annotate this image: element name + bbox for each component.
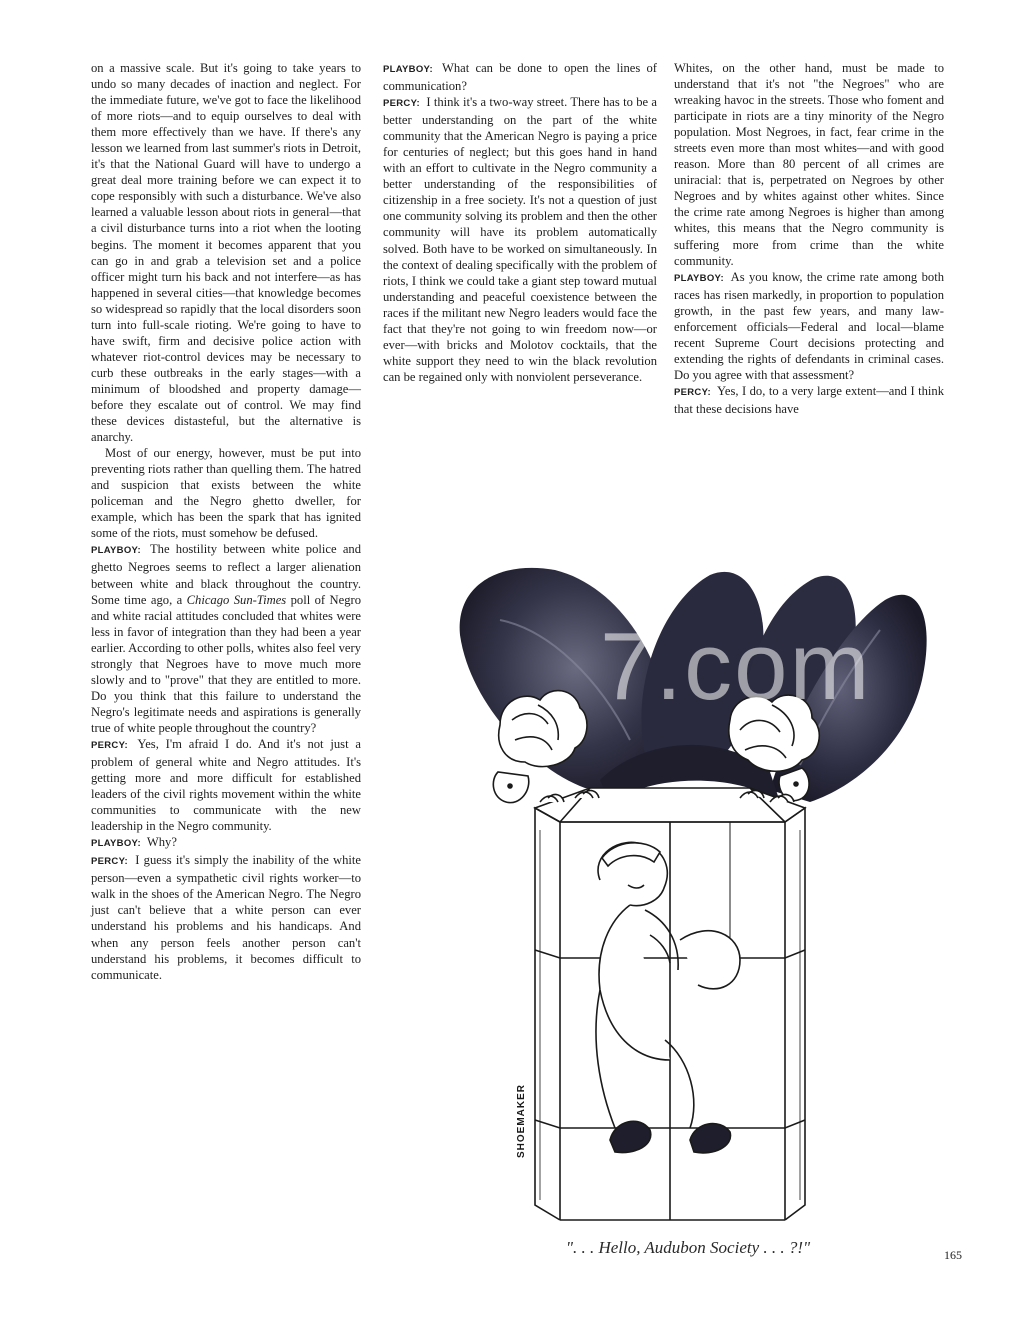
interview-answer xyxy=(91,736,361,834)
publication-name: Chicago Sun-Times xyxy=(186,592,287,607)
interview-question xyxy=(383,60,657,94)
question-text: The hostility between white police and ghetto Negroes seems to reflect a larger alienation between white and black throughout the country. Some time ago, a xyxy=(91,542,361,607)
page-number: 165 xyxy=(944,1248,962,1262)
question-text: What can be done to open the lines of communication? xyxy=(383,61,657,94)
watermark-text: 7.com xyxy=(600,613,872,720)
paragraph: on a massive scale. But it's going to take years to undo so many decades of inaction and neglect. For the immediate future, we've got to face the likelihood of more riots—and to equip ourselves to deal with them more effectively than we have. If there's any lesson we learned from last summer's riots in Detroit, it's that the National Guard will have to undergo a great deal more training before we can expect it to cope responsibly with such a disturbance. We've also learned a valuable lesson about riots in general—that a civil disturbance turns into a riot when the looting begins. The moment it becomes apparent that you can go in and grab a television set and a police officer might turn his back and not interfere—as has happened in several cities—that knowledge becomes so widespread so rapidly that the local disorders soon turn into full-scale rioting. We're going to have to have swift, firm and decisive police action with whatever riot-control devices may be necessary to curb these outbreaks in the early stages—with a minimum of bloodshed and property damage—before they escalate out of control. We may find these devices distasteful, but the alternative is anarchy. xyxy=(91,61,361,445)
cartoon-caption: ". . . Hello, Audubon Society . . . ?!" xyxy=(565,1238,811,1257)
answer-text: Yes, I'm afraid I do. And it's not just a problem of general white and Negro attitudes. It's getting more and more difficult for established leaders of the civil rights movement within the white communities to communicate with the new leadership in the Negro community. xyxy=(91,736,361,834)
question-text: poll of Negro and white racial attitudes concluded that whites were less in favor of integration than they had been a year earlier. According to other polls, whites also feel very strongly that Negroes have to move much more slowly and to "prove" that they are entitled to more. Do you think that this failure to understand the Negro's legitimate needs and aspirations is generally true of white people throughout the country? xyxy=(91,592,361,735)
text-column-2 xyxy=(383,60,657,385)
speaker-label: PLAYBOY: xyxy=(91,838,141,850)
interview-answer xyxy=(91,852,361,982)
paragraph: Most of our energy, however, must be put into preventing riots rather than quelling them. The hatred and suspicion that exists between the white policeman and the Negro ghetto dweller, for example, which has been the spark that has ignited some of the riots, must somehow be defused. xyxy=(91,446,361,541)
text-column-3 xyxy=(674,60,944,417)
question-text: As you know, the crime rate among both races has risen markedly, in proportion to population growth, in the past few years, and many law-enforcement officials—Federal and local—blame recent Supreme Court decisions protecting and extending the rights of defendants in criminal cases. Do you agree with that assessment? xyxy=(674,269,944,382)
answer-text: I guess it's simply the inability of the white person—even a sympathetic civil rights worker—to walk in the shoes of the American Negro. The Negro just can't believe that a white person can ever understand his problems and his handicaps. And when any person feels another person can't understand his problems, it becomes difficult to communicate. xyxy=(91,853,361,982)
speaker-label: PERCY: xyxy=(91,856,128,868)
interview-question xyxy=(91,834,361,852)
interview-answer xyxy=(383,94,657,385)
speaker-label: PERCY: xyxy=(674,386,711,398)
speaker-label: PERCY: xyxy=(91,739,128,751)
interview-question xyxy=(674,269,944,383)
speaker-label: PLAYBOY: xyxy=(91,545,141,557)
speaker-label: PERCY: xyxy=(383,98,420,110)
phone-booth xyxy=(535,788,805,1220)
answer-text: I think it's a two-way street. There has to be a better understanding on the part of the white community that the American Negro is paying a price for centuries of neglect; but this goes hand in hand with an effort to cultivate in the Negro community a better understanding of the responsibilities of citizenship in a free society. It's not a question of just one community solving its problem and then the other community will have its problem automatically solved. Both have to be worked on simultaneously. In the context of dealing specifically with the problem of riots, I think we could take a giant step toward mutual understanding and peaceful coexistence between the races if the militant new Negro leaders would face the fact that they're not going to win freedom now—or ever—with bricks and Molotov cocktails, that the white support they need to win the black revolution can be regained only with nonviolent perseverance. xyxy=(383,95,657,384)
speaker-label: PLAYBOY: xyxy=(383,64,433,75)
artist-signature: SHOEMAKER xyxy=(516,1083,527,1158)
answer-text: Yes, I do, to a very large extent—and I think that these decisions have xyxy=(674,383,944,416)
speaker-label: PLAYBOY: xyxy=(674,272,724,284)
question-text: Why? xyxy=(146,835,177,850)
text-column-1 xyxy=(91,60,361,983)
interview-answer xyxy=(674,383,944,417)
interview-question xyxy=(91,541,361,736)
paragraph: Whites, on the other hand, must be made to understand that it's not "the Negroes" who are wreaking havoc in the streets. Those who foment and participate in riots are a tiny minority of the Negro population. Most Negroes, in fact, fear crime in the streets even more than most whites—and with good reason. More than 80 percent of all crimes are uniracial: that is, perpetrated on Negroes by other Negroes and by whites against other whites. Since the crime rate among Negroes is higher than among whites, this means that the Negro community is suffering more from crime than the white community. xyxy=(674,61,944,268)
